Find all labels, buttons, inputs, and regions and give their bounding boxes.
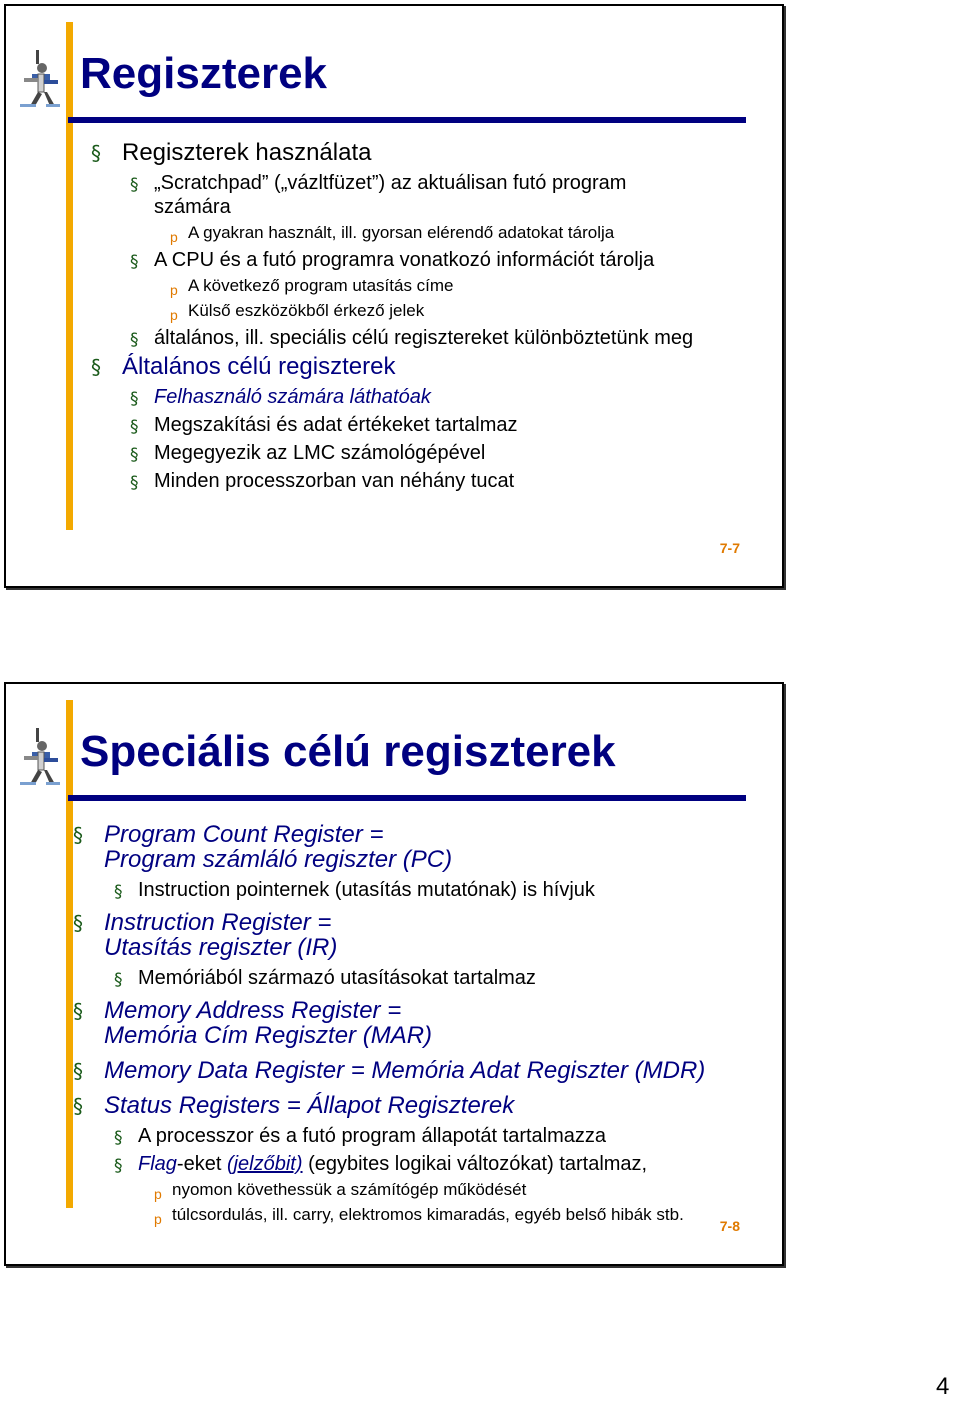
- list-item: § Memory Data Register = Memória Adat Regiszter (MDR): [73, 1057, 706, 1084]
- title-rule: [68, 795, 746, 801]
- list-item: § Status Registers = Állapot Regiszterek: [73, 1092, 515, 1119]
- section-sign-icon: [130, 175, 142, 193]
- list-item-continuation: Utasítás regiszter (IR): [104, 934, 338, 961]
- slide-title: Speciális célú regiszterek: [80, 727, 616, 776]
- list-item-continuation: számára: [154, 196, 231, 218]
- svg-text:§: §: [114, 1156, 123, 1174]
- svg-text:§: §: [73, 824, 83, 846]
- list-item: p túlcsordulás, ill. carry, elektromos kimaradás, egyéb belső hibák stb.: [68, 1204, 705, 1226]
- svg-text:§: §: [130, 330, 139, 348]
- list-item: p A következő program utasítás címe: [90, 275, 693, 297]
- svg-text:§: §: [130, 252, 139, 270]
- p-bullet-icon: p: [154, 1186, 162, 1202]
- section-sign-icon: [72, 1095, 86, 1117]
- section-sign-icon: [130, 330, 142, 348]
- section-sign-icon: [130, 473, 142, 491]
- svg-text:§: §: [73, 912, 83, 934]
- section-sign-icon: [130, 445, 142, 463]
- jelzobit-link[interactable]: (jelzőbit): [226, 1153, 303, 1175]
- section-sign-icon: [114, 1128, 126, 1146]
- svg-text:§: §: [114, 882, 123, 900]
- list-item: § Instruction pointernek (utasítás mutatónak) is hívjuk: [114, 879, 595, 901]
- svg-text:§: §: [73, 1095, 83, 1117]
- list-item: p A gyakran használt, ill. gyorsan elérendő adatokat tárolja: [90, 222, 693, 244]
- list-item-continuation: Memória Cím Regiszter (MAR): [104, 1022, 433, 1049]
- running-figure-icon: [18, 50, 62, 108]
- slide-title: Regiszterek: [80, 49, 328, 98]
- section-sign-icon: [114, 1156, 126, 1174]
- section-sign-icon: [72, 1000, 86, 1022]
- svg-text:§: §: [114, 1128, 123, 1146]
- list-item: § Flag-eket (jelzőbit) (egybites logikai változókat) tartalmaz,: [114, 1153, 648, 1175]
- list-item: § Regiszterek használata: [91, 139, 372, 166]
- page-number: 7-8: [719, 1218, 740, 1234]
- list-item: § „Scratchpad” („vázltfüzet”) az aktuálisan futó program: [130, 172, 627, 194]
- list-item: § Felhasználó számára láthatóak: [130, 386, 431, 408]
- list-item: § A processzor és a futó program állapotát tartalmazza: [114, 1125, 607, 1147]
- svg-text:§: §: [91, 142, 101, 164]
- list-item: § Memory Address Register =: [73, 997, 402, 1024]
- slide-2: [4, 682, 784, 1266]
- p-bullet-icon: p: [170, 229, 178, 245]
- page-number: 7-7: [719, 540, 740, 556]
- p-bullet-icon: p: [154, 1211, 162, 1227]
- list-item: § Általános célú regiszterek: [91, 353, 396, 380]
- accent-bar: [66, 22, 73, 530]
- section-sign-icon: [130, 417, 142, 435]
- section-sign-icon: [130, 252, 142, 270]
- svg-text:§: §: [130, 445, 139, 463]
- svg-text:§: §: [91, 356, 101, 378]
- list-item: § Minden processzorban van néhány tucat: [130, 470, 515, 492]
- list-item-continuation: Program számláló regiszter (PC): [104, 846, 453, 873]
- list-item: § Program Count Register =: [73, 821, 384, 848]
- section-sign-icon: [72, 1060, 86, 1082]
- section-sign-icon: [72, 824, 86, 846]
- svg-text:§: §: [130, 175, 139, 193]
- svg-text:§: §: [73, 1000, 83, 1022]
- section-sign-icon: [90, 142, 104, 164]
- slide-body: [68, 814, 705, 1226]
- list-item: p Külső eszközökből érkező jelek: [90, 300, 693, 322]
- list-item: p nyomon követhessük a számítógép működését: [68, 1179, 705, 1201]
- section-sign-icon: [90, 356, 104, 378]
- section-sign-icon: [114, 970, 126, 988]
- document-page-number: 4: [936, 1373, 950, 1400]
- section-sign-icon: [130, 389, 142, 407]
- svg-text:§: §: [130, 417, 139, 435]
- svg-text:§: §: [114, 970, 123, 988]
- section-sign-icon: [114, 882, 126, 900]
- svg-text:§: §: [130, 389, 139, 407]
- list-item: § Megszakítási és adat értékeket tartalmaz: [130, 414, 518, 436]
- p-bullet-icon: p: [170, 307, 178, 323]
- section-sign-icon: [72, 912, 86, 934]
- flag-term: Flag: [138, 1153, 177, 1175]
- svg-text:§: §: [73, 1060, 83, 1082]
- list-item: § A CPU és a futó programra vonatkozó információt tárolja: [130, 249, 655, 271]
- title-rule: [68, 117, 746, 123]
- running-figure-icon: [18, 728, 62, 786]
- slide-1: [4, 4, 784, 588]
- list-item: § Memóriából származó utasításokat tartalmaz: [114, 967, 536, 989]
- list-item: § Instruction Register =: [73, 909, 332, 936]
- list-item: § általános, ill. speciális célú regisztereket különböztetünk meg: [130, 327, 694, 349]
- slide-body: [90, 136, 693, 493]
- list-item: § Megegyezik az LMC számológépével: [130, 442, 486, 464]
- svg-text:§: §: [130, 473, 139, 491]
- p-bullet-icon: p: [170, 282, 178, 298]
